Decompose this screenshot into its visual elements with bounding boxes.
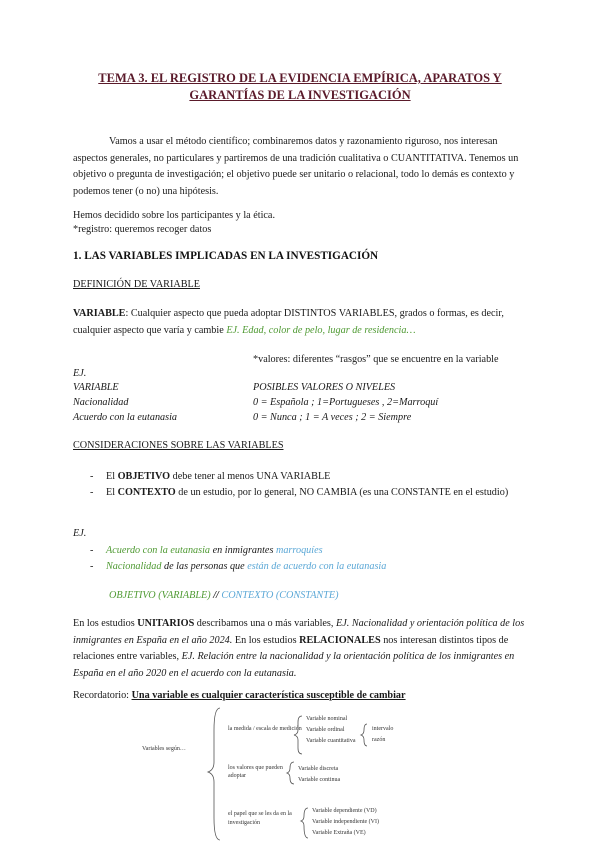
diagram-item: Variable nominal xyxy=(306,716,348,722)
document-page: TEMA 3. EL REGISTRO DE LA EVIDENCIA EMPÍRICA, APARATOS Y GARANTÍAS DE LA INVESTIGACIÓN Vamos a usar el método científico; combinaremos datos y razonamiento riguroso, nos interesan aspectos generales, no particulares y partiremos de una tradición cualitativa o CUANTITATIVA. Tenemos un objetivo o pregunta de investigación; el objetivo puede ser unitario o relacional, todo lo demás es contexto y podemos tener (o no) una hipótesis. Hemos decidido sobre los participantes y la ética. *registro: queremos recoger datos 1. LAS VARIABLES IMPLICADAS EN LA INVESTIGACIÓN DEFINICIÓN DE VARIABLE VARIABLE: Cualquier aspecto que pueda adoptar DISTINTOS VARIABLES, grados o formas, es decir, cualquier aspecto que varía y cambie EJ. Edad, color de pelo, lugar de residencia… *valores: diferentes “rasgos” que se encuentre en la variable EJ. VARIABLE POSIBLES VALORES O NIVELES Nacionalidad 0 = Española ; 1=Portugueses , 2=Marroquí Acuerdo con la eutanasia 0 = Nunca ; 1 = A veces ; 2 = Siempre CONSIDERACIONES SOBRE LAS VARIABLES - El OBJETIVO debe tener al menos UNA VARIABLE - El CONTEXTO de un estudio, por lo general, NO CAMBIA (es una CONSTANTE en el estudio) EJ. - Acuerdo con la eutanasia en inmigrantes marroquíes - Nacionalidad de las personas que están de acuerdo con la eutanasia OBJETIVO (VARIABLE) // CONTEXTO (CONSTANTE) En los estudios UNITARIOS describamos una o más variables, EJ. Nacionalidad y orientación política de los inmigrantes en España en el año 2024. En los estudios RELACIONALES nos interesan distintos tipos de relaciones entre variables, EJ. Relación entre la nacionalidad y la orientación política de los inmigrantes en España en el año 2020 en el acuerdo con la eutanasia. Recordatorio: Una variable es cualquier característica susceptible de cambiar Variables según… la medida / escala de medición Variable nominal Variable ordinal Variable cuantitativa intervalo razón los valores que pueden adoptar Variable discreta Variable continua el papel que se les da en la investigación Variable dependiente (VD) Variable independiente (VI) Variable Extraña (VE) xyxy=(0,0,600,848)
diagram-item: Variable discreta xyxy=(298,766,339,772)
study-types-paragraph: En los estudios UNITARIOS describamos una o más variables, EJ. Nacionalidad y orientación política de los inmigrantes en España en el año 2024. En los estudios RELACIONALES nos interesan distintos tipos de relaciones entre variables, EJ. Relación entre la nacionalidad y la orientación política de los inmigrantes en España en el año 2020 en el acuerdo con la eutanasia. xyxy=(73,618,525,679)
diagram-item: Variable continua xyxy=(298,777,341,783)
table-col2-header: POSIBLES VALORES O NIVELES xyxy=(253,382,396,393)
ej2-label: EJ. xyxy=(73,528,87,539)
table-row-var: Nacionalidad xyxy=(73,397,129,408)
variable-definition xyxy=(73,306,528,339)
page-title xyxy=(70,70,530,104)
table-row-values: 0 = Española ; 1=Portugueses , 2=Marroquí xyxy=(253,397,439,408)
title-line-2: GARANTÍAS DE LA INVESTIGACIÓN xyxy=(189,88,411,102)
diagram-item: Variable Extraña (VE) xyxy=(312,830,366,836)
values-note: *valores: diferentes “rasgos” que se encuentre en la variable xyxy=(253,354,499,365)
intro-paragraph: Vamos a usar el método científico; combinaremos datos y razonamiento riguroso, nos interesan aspectos generales, no particulares y partiremos de una tradición cualitativa o CUANTITATIVA. Tenemos un objetivo o pregunta de investigación; el objetivo puede ser unitario o relacional, todo lo demás es contexto y podemos tener (o no) una hipótesis. xyxy=(73,136,519,197)
registro-note: *registro: queremos recoger datos xyxy=(73,224,212,235)
reminder-line: Recordatorio: Una variable es cualquier característica susceptible de cambiar xyxy=(73,690,406,701)
diagram-branch-label: el papel que se les da en la investigación xyxy=(228,811,292,826)
table-col1-header: VARIABLE xyxy=(73,382,119,393)
definition-text: : Cualquier aspecto que pueda adoptar DISTINTOS VARIABLES, grados o formas, es decir, cualquier aspecto que varía y cambie xyxy=(73,308,504,336)
variables-diagram xyxy=(120,700,540,848)
definition-example: EJ. Edad, color de pelo, lugar de residencia… xyxy=(226,324,416,336)
table-row-var: Acuerdo con la eutanasia xyxy=(73,412,178,423)
diagram-item: Variable independiente (VI) xyxy=(312,819,379,825)
diagram-item: Variable cuantitativa xyxy=(306,738,356,744)
table-row-values: 0 = Nunca ; 1 = A veces ; 2 = Siempre xyxy=(253,412,412,423)
definition-heading: DEFINICIÓN DE VARIABLE xyxy=(73,279,200,290)
ej-label: EJ. xyxy=(73,368,87,379)
variable-term: VARIABLE xyxy=(73,308,126,319)
diagram-subitem: intervalo xyxy=(372,726,394,732)
section-heading: 1. LAS VARIABLES IMPLICADAS EN LA INVESTIGACIÓN xyxy=(73,250,379,262)
diagram-item: Variable dependiente (VD) xyxy=(312,808,377,814)
participants-line: Hemos decidido sobre los participantes y la ética. xyxy=(73,210,275,221)
considerations-heading: CONSIDERACIONES SOBRE LAS VARIABLES xyxy=(73,440,284,451)
diagram-subitem: razón xyxy=(372,737,386,743)
diagram-item: Variable ordinal xyxy=(306,727,345,733)
diagram-root: Variables según… xyxy=(142,746,186,752)
diagram-branch-label: la medida / escala de medición xyxy=(228,726,302,732)
diagram-branch-label: los valores que pueden adoptar xyxy=(228,765,283,779)
diagram-brackets xyxy=(120,700,540,848)
title-line-1: TEMA 3. EL REGISTRO DE LA EVIDENCIA EMPÍRICA, APARATOS Y xyxy=(98,71,502,85)
objective-context-formula: OBJETIVO (VARIABLE) // CONTEXTO (CONSTANTE) xyxy=(109,590,339,601)
